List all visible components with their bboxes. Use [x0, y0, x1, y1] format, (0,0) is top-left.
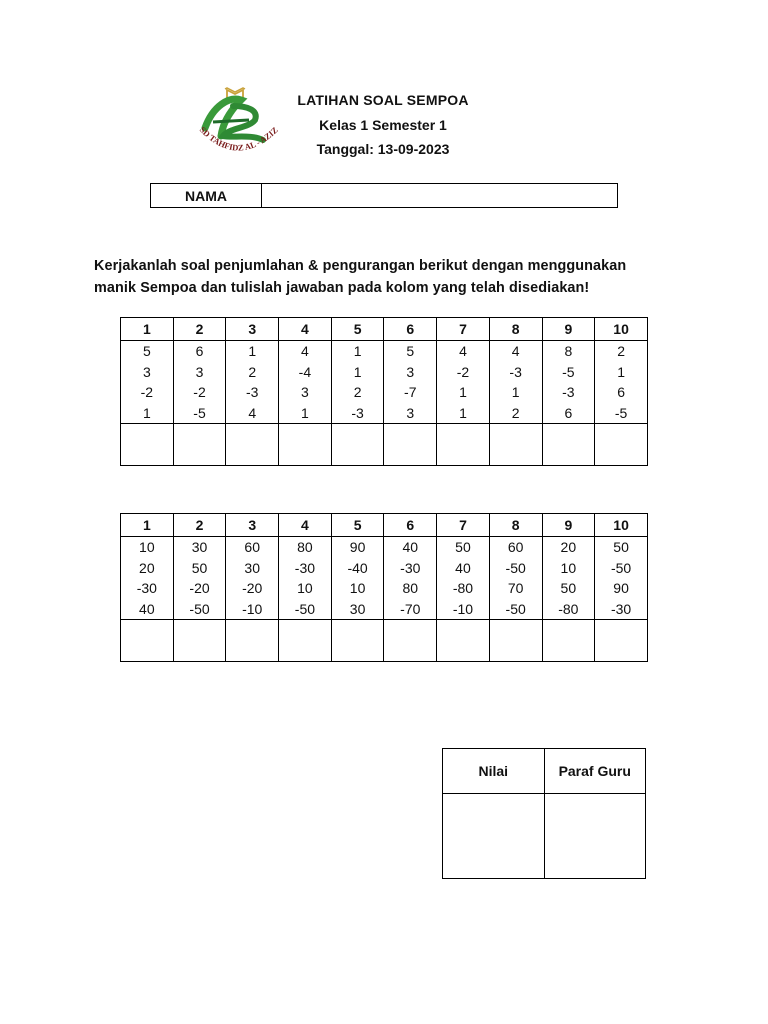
- answer-cell[interactable]: [121, 620, 174, 662]
- operand: 3: [406, 404, 415, 421]
- problem-cell: [279, 537, 332, 620]
- column-number: 3: [226, 318, 279, 341]
- name-input-cell[interactable]: [262, 184, 618, 208]
- operand: -20: [189, 580, 210, 596]
- operand: 4: [301, 343, 309, 359]
- problem-cell: [489, 537, 542, 620]
- operand: 40: [455, 559, 471, 576]
- answer-cell[interactable]: [437, 424, 490, 466]
- operand: -20: [242, 580, 263, 596]
- operand: -50: [610, 559, 632, 576]
- answer-cell[interactable]: [173, 424, 226, 466]
- operand: 3: [142, 363, 151, 380]
- answer-cell[interactable]: [331, 424, 384, 466]
- operand: 10: [297, 580, 313, 596]
- operand: 1: [248, 343, 257, 359]
- problem-cell: [121, 537, 174, 620]
- column-number: 10: [595, 318, 648, 341]
- table-answer-row: [121, 620, 648, 662]
- operand: 80: [402, 580, 419, 596]
- question-table-2: [120, 513, 648, 662]
- paraf-guru-cell[interactable]: [544, 794, 646, 879]
- operand: 2: [511, 404, 520, 421]
- date-line: Tanggal: 13-09-2023: [316, 141, 450, 157]
- answer-cell[interactable]: [121, 424, 174, 466]
- table-header-row: [121, 318, 648, 341]
- problem-cell: [437, 341, 490, 424]
- problem-cell: [384, 341, 437, 424]
- operand: 4: [511, 343, 520, 359]
- operand: -70: [400, 600, 421, 617]
- operand: -80: [558, 600, 579, 617]
- table-values-row: [121, 537, 648, 620]
- table-answer-row: [121, 424, 648, 466]
- answer-cell[interactable]: [173, 620, 226, 662]
- operand: 50: [560, 580, 577, 596]
- table-values-row: [121, 341, 648, 424]
- column-number: 1: [121, 318, 174, 341]
- operand: 1: [353, 343, 362, 359]
- operand: 20: [560, 539, 577, 555]
- operand: 6: [617, 384, 625, 400]
- problem-cell: [542, 341, 595, 424]
- operand: -3: [245, 384, 259, 400]
- answer-cell[interactable]: [542, 620, 595, 662]
- name-table: [150, 183, 618, 208]
- instruction-line-2: manik Sempoa dan tulislah jawaban pada kolom yang telah disediakan!: [94, 279, 590, 296]
- operand: 1: [142, 404, 151, 421]
- answer-cell[interactable]: [331, 620, 384, 662]
- operand: -2: [456, 363, 470, 380]
- nilai-cell[interactable]: [443, 794, 545, 879]
- answer-cell[interactable]: [384, 620, 437, 662]
- operand: -3: [351, 404, 364, 421]
- operand: -3: [562, 384, 575, 400]
- operand: 8: [564, 343, 573, 359]
- operand: 1: [301, 404, 309, 421]
- operand: -30: [136, 580, 157, 596]
- class-line: Kelas 1 Semester 1: [319, 116, 447, 133]
- operand: -40: [347, 559, 368, 576]
- problem-cell: [542, 537, 595, 620]
- operand: 40: [139, 600, 155, 617]
- operand: 90: [349, 539, 366, 555]
- problem-cell: [331, 537, 384, 620]
- column-number: 1: [121, 514, 174, 537]
- operand: 2: [248, 363, 257, 380]
- operand: -10: [242, 600, 263, 617]
- operand: -80: [452, 580, 474, 596]
- operand: 30: [191, 539, 208, 555]
- answer-cell[interactable]: [489, 620, 542, 662]
- answer-cell[interactable]: [542, 424, 595, 466]
- operand: 50: [191, 559, 208, 576]
- answer-cell[interactable]: [279, 620, 332, 662]
- logo-text: SD TAHFIDZ AL - AZIZ: [197, 124, 280, 153]
- table-header-row: [121, 514, 648, 537]
- operand: -50: [294, 600, 316, 617]
- operand: 1: [617, 363, 625, 380]
- operand: 50: [613, 539, 629, 555]
- operand: -30: [610, 600, 632, 617]
- column-number: 6: [384, 318, 437, 341]
- operand: 6: [195, 343, 204, 359]
- problem-cell: [331, 341, 384, 424]
- column-number: 4: [279, 318, 332, 341]
- operand: 60: [244, 539, 260, 555]
- column-number: 2: [173, 318, 226, 341]
- problem-cell: [489, 341, 542, 424]
- answer-cell[interactable]: [279, 424, 332, 466]
- operand: 90: [613, 580, 629, 596]
- operand: -7: [404, 384, 417, 400]
- operand: 3: [195, 363, 204, 380]
- operand: 80: [297, 539, 313, 555]
- operand: -50: [505, 600, 526, 617]
- answer-cell[interactable]: [489, 424, 542, 466]
- problem-cell: [595, 537, 648, 620]
- answer-cell[interactable]: [226, 424, 279, 466]
- operand: -30: [400, 559, 421, 576]
- worksheet-header: [270, 88, 496, 162]
- operand: -2: [140, 384, 154, 400]
- operand: -5: [193, 404, 206, 421]
- problem-cell: [595, 341, 648, 424]
- operand: -50: [505, 559, 526, 576]
- column-number: 6: [384, 514, 437, 537]
- nilai-header: Nilai: [443, 749, 545, 794]
- column-number: 7: [437, 514, 490, 537]
- operand: -10: [452, 600, 474, 617]
- operand: 1: [459, 384, 467, 400]
- column-number: 4: [279, 514, 332, 537]
- operand: -5: [562, 363, 575, 380]
- operand: 3: [406, 363, 415, 380]
- operand: 2: [617, 343, 625, 359]
- operand: -3: [509, 363, 522, 380]
- column-number: 8: [489, 514, 542, 537]
- paraf-guru-header: Paraf Guru: [544, 749, 646, 794]
- problem-cell: [279, 341, 332, 424]
- operand: 30: [349, 600, 366, 617]
- school-logo: [193, 84, 281, 162]
- operand: 5: [406, 343, 415, 359]
- operand: 4: [459, 343, 467, 359]
- column-number: 5: [331, 318, 384, 341]
- instruction-line-1: Kerjakanlah soal penjumlahan & pengurangan berikut dengan menggunakan: [94, 258, 627, 274]
- operand: 10: [560, 559, 577, 576]
- operand: 20: [139, 559, 155, 576]
- column-number: 9: [542, 318, 595, 341]
- answer-cell[interactable]: [437, 620, 490, 662]
- operand: 6: [564, 404, 573, 421]
- operand: 30: [244, 559, 260, 576]
- operand: 60: [507, 539, 524, 555]
- operand: 1: [353, 363, 362, 380]
- operand: -2: [193, 384, 206, 400]
- operand: 4: [248, 404, 257, 421]
- column-number: 5: [331, 514, 384, 537]
- operand: -5: [614, 404, 628, 421]
- problem-cell: [226, 537, 279, 620]
- column-number: 10: [595, 514, 648, 537]
- name-label: NAMA: [151, 184, 262, 208]
- answer-cell[interactable]: [595, 620, 648, 662]
- column-number: 7: [437, 318, 490, 341]
- operand: 50: [455, 539, 471, 555]
- operand: -50: [189, 600, 210, 617]
- problem-cell: [173, 341, 226, 424]
- operand: 70: [507, 580, 524, 596]
- problem-cell: [121, 341, 174, 424]
- operand: -30: [294, 559, 316, 576]
- answer-cell[interactable]: [384, 424, 437, 466]
- operand: 2: [353, 384, 362, 400]
- column-number: 9: [542, 514, 595, 537]
- answer-cell[interactable]: [595, 424, 648, 466]
- question-table-1: [120, 317, 648, 466]
- problem-cell: [437, 537, 490, 620]
- column-number: 3: [226, 514, 279, 537]
- score-table: [442, 748, 646, 879]
- problem-cell: [226, 341, 279, 424]
- column-number: 2: [173, 514, 226, 537]
- operand: 1: [459, 404, 467, 421]
- problem-cell: [173, 537, 226, 620]
- operand: 10: [139, 539, 155, 555]
- answer-cell[interactable]: [226, 620, 279, 662]
- problem-cell: [384, 537, 437, 620]
- operand: 3: [301, 384, 309, 400]
- operand: 1: [511, 384, 520, 400]
- operand: -4: [298, 363, 312, 380]
- page-title: LATIHAN SOAL SEMPOA: [297, 92, 469, 108]
- column-number: 8: [489, 318, 542, 341]
- operand: 5: [142, 343, 151, 359]
- instruction-text: [94, 256, 684, 299]
- operand: 40: [402, 539, 419, 555]
- operand: 10: [349, 580, 366, 596]
